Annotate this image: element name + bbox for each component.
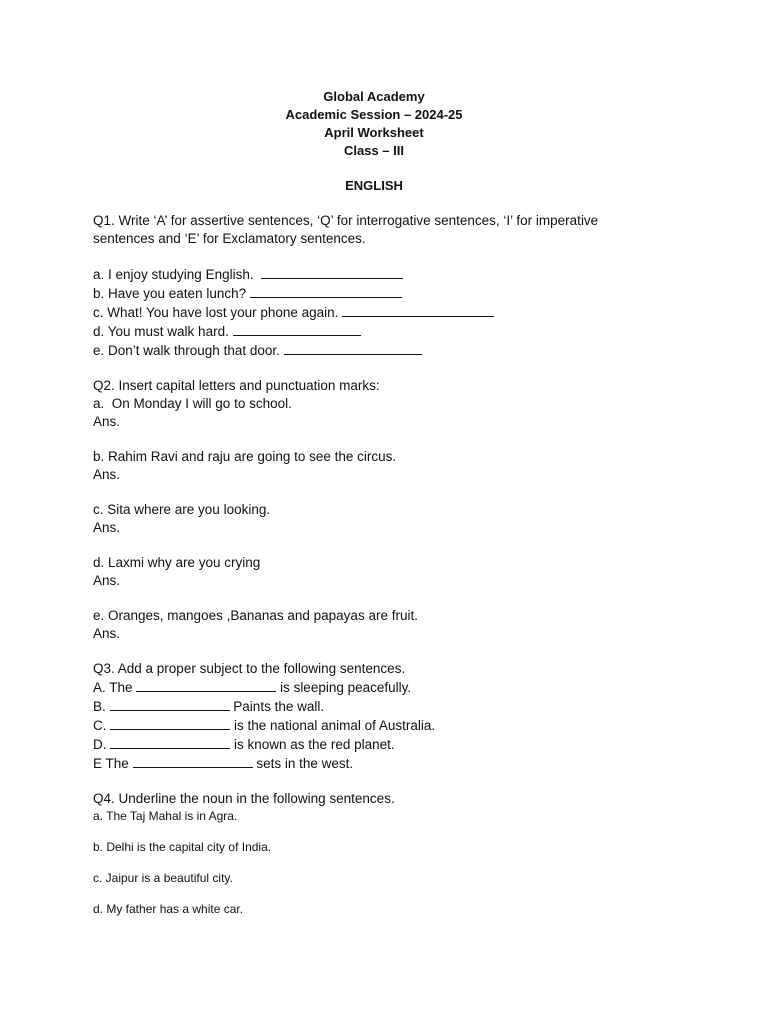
answer-blank[interactable] [342,303,494,317]
q1-item-b [93,284,673,303]
question-2 [93,377,673,643]
question-3-text: Q3. Add a proper subject to the following sentences. [93,661,406,676]
question-3 [93,660,673,773]
school-name: Global Academy [323,89,425,104]
q3-item-a-suffix: is sleeping peacefully. [280,680,412,695]
q3-item-a-prefix: A. The [93,680,133,695]
answer-blank[interactable] [233,322,361,336]
q1-item-a-text: a. I enjoy studying English. [93,267,254,282]
q2-answer-label: Ans. [93,626,121,641]
answer-blank[interactable] [110,735,230,749]
worksheet-header [75,88,673,160]
question-1-text: Q1. Write ‘A’ for assertive sentences, ‘Q’ for interrogative sentences, ‘I’ for imperative sentences and ‘E’ for Exclamatory sentences. [93,213,599,246]
q2-item-e: e. Oranges, mangoes ,Bananas and papayas are fruit. [93,608,418,623]
q3-item-c [93,716,673,735]
subject-heading: ENGLISH [345,178,403,193]
q1-item-a [93,265,673,284]
q2-answer-label: Ans. [93,520,121,535]
q1-item-c [93,303,673,322]
q3-item-b-suffix: Paints the wall. [233,699,325,714]
answer-blank[interactable] [136,678,276,692]
q4-item-d: d. My father has a white car. [93,902,244,916]
q1-item-c-text: c. What! You have lost your phone again. [93,305,339,320]
answer-blank[interactable] [284,341,422,355]
q2-item-a: a. On Monday I will go to school. [93,396,292,411]
q4-item-c: c. Jaipur is a beautiful city. [93,871,233,885]
academic-session: Academic Session – 2024-25 [285,107,463,122]
q2-item-c: c. Sita where are you looking. [93,502,271,517]
answer-blank[interactable] [110,697,230,711]
q1-item-d [93,322,673,341]
q2-answer-label: Ans. [93,414,121,429]
q1-item-e-text: e. Don’t walk through that door. [93,343,280,358]
q1-item-d-text: d. You must walk hard. [93,324,229,339]
q2-item-b: b. Rahim Ravi and raju are going to see the circus. [93,449,397,464]
question-2-text: Q2. Insert capital letters and punctuation marks: [93,378,380,393]
q3-item-c-suffix: is the national animal of Australia. [234,718,436,733]
q3-item-c-prefix: C. [93,718,107,733]
question-1 [93,212,673,360]
q3-item-d-suffix: is known as the red planet. [230,737,395,752]
q1-item-b-text: b. Have you eaten lunch? [93,286,247,301]
q3-item-d [93,735,673,754]
class-label: Class – III [344,143,404,158]
answer-blank[interactable] [110,716,230,730]
q4-item-b: b. Delhi is the capital city of India. [93,840,272,854]
question-4-text: Q4. Underline the noun in the following sentences. [93,791,395,806]
q2-answer-label: Ans. [93,467,121,482]
q2-item-d: d. Laxmi why are you crying [93,555,261,570]
q3-item-e-suffix: sets in the west. [256,756,354,771]
q3-item-a [93,678,673,697]
q3-item-e-prefix: E The [93,756,129,771]
q3-item-b [93,697,673,716]
question-4 [93,790,673,917]
q4-item-a: a. The Taj Mahal is in Agra. [93,809,238,823]
answer-blank[interactable] [261,265,403,279]
q1-item-e [93,341,673,360]
worksheet-title: April Worksheet [324,125,424,140]
worksheet-page [93,88,673,917]
answer-blank[interactable] [250,284,402,298]
q3-item-b-prefix: B. [93,699,106,714]
q3-item-d-prefix: D. [93,737,107,752]
answer-blank[interactable] [133,754,253,768]
q3-item-e [93,754,673,773]
q2-answer-label: Ans. [93,573,121,588]
